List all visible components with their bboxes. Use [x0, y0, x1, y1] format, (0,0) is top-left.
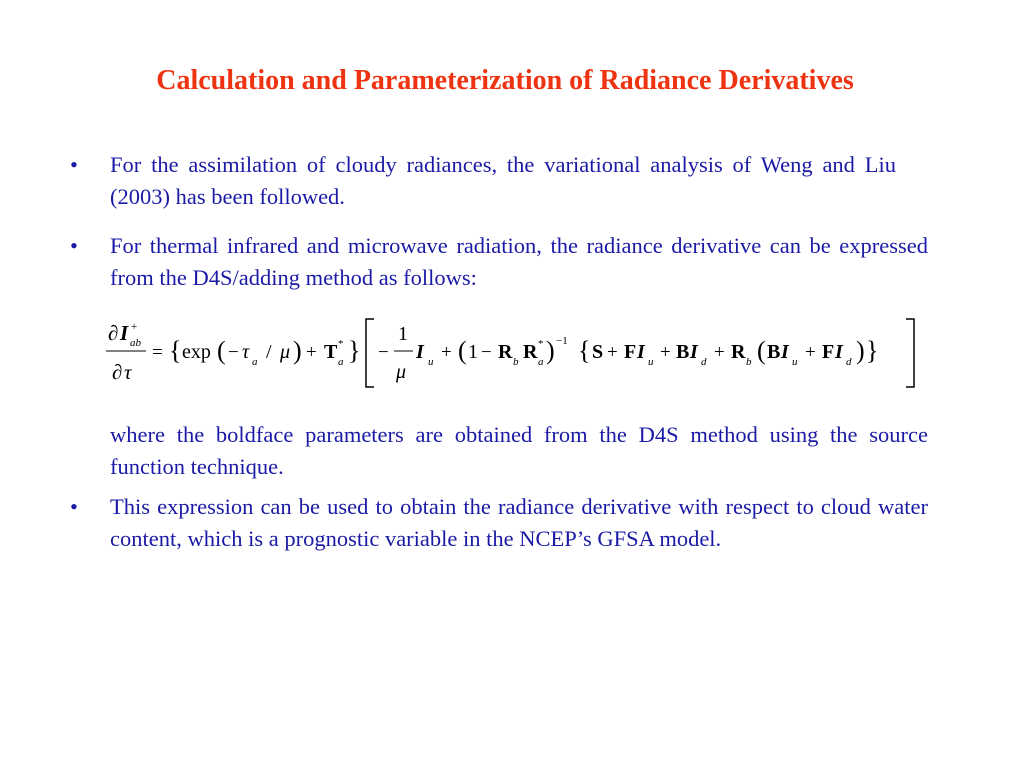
svg-text:+: +	[131, 321, 138, 333]
svg-text:−: −	[378, 342, 389, 363]
equation-note: where the boldface parameters are obtained from the D4S method using the source function technique.	[110, 422, 928, 479]
svg-text:+: +	[805, 342, 816, 363]
svg-text:exp: exp	[182, 341, 211, 363]
svg-text:(: (	[217, 336, 226, 365]
svg-text:}: }	[348, 336, 361, 365]
bullet-item	[70, 149, 928, 213]
svg-text:+: +	[306, 342, 317, 363]
slide-title: Calculation and Parameterization of Radiance Derivatives	[156, 65, 854, 96]
svg-text:τ: τ	[124, 360, 132, 384]
radiance-derivative-equation	[100, 316, 930, 390]
svg-text:d: d	[846, 356, 852, 368]
svg-text:a: a	[538, 356, 544, 368]
svg-text:B: B	[767, 341, 781, 363]
svg-text:d: d	[701, 356, 707, 368]
svg-text:F: F	[624, 341, 637, 363]
svg-text:−1: −1	[556, 335, 568, 347]
svg-text:R: R	[498, 341, 513, 363]
svg-text:μ: μ	[280, 341, 291, 363]
svg-text:μ: μ	[396, 361, 407, 383]
svg-text:u: u	[792, 356, 798, 368]
svg-text:F: F	[822, 341, 835, 363]
svg-text:R: R	[731, 341, 746, 363]
svg-text:{: {	[169, 336, 182, 365]
svg-text:S: S	[592, 341, 604, 363]
svg-text:I: I	[690, 341, 698, 363]
svg-text:}: }	[866, 336, 879, 365]
svg-text:∂: ∂	[108, 321, 119, 345]
svg-text:(: (	[458, 336, 467, 365]
svg-text:1: 1	[468, 341, 478, 363]
svg-text:+: +	[441, 342, 452, 363]
svg-text:I: I	[637, 341, 645, 363]
svg-text:I: I	[781, 341, 789, 363]
svg-text:B: B	[676, 341, 690, 363]
bullet-marker: •	[70, 494, 78, 519]
svg-text:*: *	[538, 338, 544, 350]
svg-text:+: +	[714, 342, 725, 363]
svg-text:): )	[293, 336, 302, 365]
bullet-text: For the assimilation of cloudy radiances, the variational analysis of Weng and Liu (2003) has been followed.	[110, 152, 896, 209]
svg-text:/: /	[266, 341, 272, 363]
svg-text:ab: ab	[130, 337, 141, 349]
svg-text:*: *	[338, 338, 344, 350]
svg-text:R: R	[523, 341, 538, 363]
svg-text:=: =	[152, 342, 163, 363]
svg-text:u: u	[428, 356, 434, 368]
svg-text:I: I	[120, 321, 129, 345]
svg-text:+: +	[607, 342, 618, 363]
svg-text:−: −	[228, 342, 239, 363]
svg-text:(: (	[757, 336, 766, 365]
svg-text:τ: τ	[242, 341, 250, 363]
svg-text:a: a	[338, 356, 344, 368]
bullet-item	[70, 491, 928, 555]
svg-text:I: I	[416, 341, 424, 363]
bullet-item	[70, 230, 928, 294]
svg-text:a: a	[252, 356, 258, 368]
bullet-marker: •	[70, 152, 78, 177]
svg-text:b: b	[513, 356, 519, 368]
svg-text:b: b	[746, 356, 752, 368]
svg-text:{: {	[578, 336, 591, 365]
bullet-text: For thermal infrared and microwave radiation, the radiance derivative can be expressed from the D4S/adding method as follows:	[110, 233, 928, 290]
bullet-text: This expression can be used to obtain the radiance derivative with respect to cloud water content, which is a prognostic variable in the NCEP’s GFSA model.	[110, 494, 928, 551]
svg-text:∂: ∂	[112, 360, 123, 384]
svg-text:u: u	[648, 356, 654, 368]
svg-text:): )	[546, 336, 555, 365]
svg-text:−: −	[481, 342, 492, 363]
svg-text:): )	[856, 336, 865, 365]
svg-text:+: +	[660, 342, 671, 363]
svg-text:1: 1	[398, 323, 408, 345]
svg-text:T: T	[324, 341, 338, 363]
bullet-marker: •	[70, 233, 78, 258]
svg-text:I: I	[835, 341, 843, 363]
